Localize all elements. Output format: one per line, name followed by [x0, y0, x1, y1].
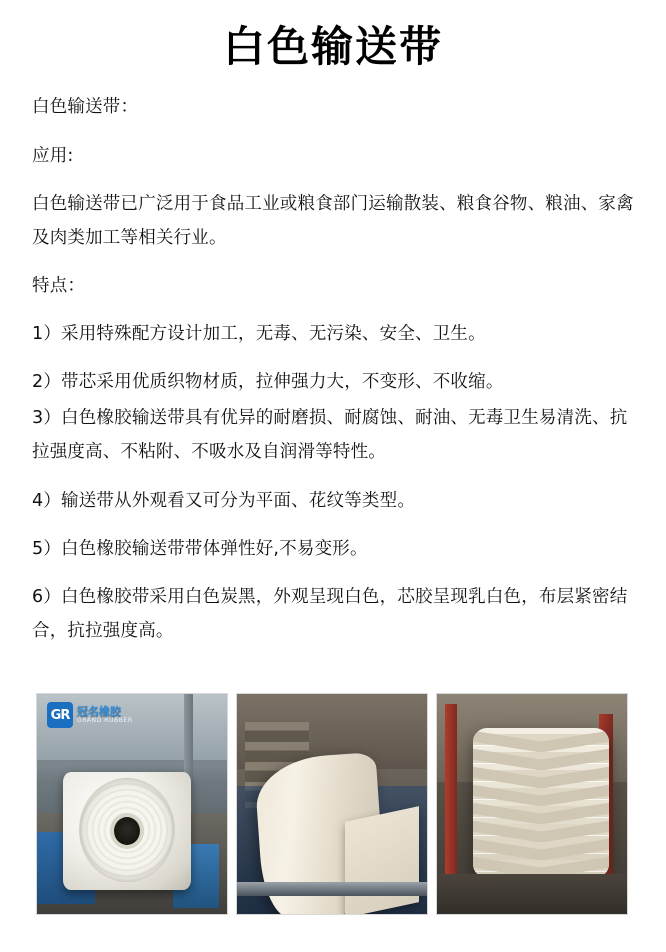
photo1-ceiling-beam: [37, 760, 227, 767]
photo3-chevron-roll: [473, 728, 609, 878]
product-image-gallery: [36, 693, 630, 915]
document-page: [0, 22, 666, 952]
paragraph-application-heading: 应用:: [32, 145, 74, 166]
brand-logo-icon: GR: [47, 702, 73, 728]
paragraph-application-body: 白色输送带已广泛用于食品工业或粮食部门运输散装、粮食谷物、粮油、家禽及肉类加工等相关行业。: [32, 193, 634, 248]
photo3-chevron-stripe: [473, 752, 609, 763]
document-body: [0, 90, 666, 648]
photo3-frame-post-left: [445, 704, 457, 894]
photo3-chevron-stripe: [473, 770, 609, 781]
photo1-roll-core: [114, 817, 140, 845]
photo3-chevron-stripe: [473, 734, 609, 745]
paragraph-features-heading: 特点：: [32, 275, 86, 296]
watermark-logo: [43, 700, 137, 730]
product-photo-roll: [36, 693, 228, 915]
paragraph-feature-4: 4）输送带从外观看又可分为平面、花纹等类型。: [32, 490, 416, 511]
watermark-english: GRAND RUBBER: [77, 716, 133, 724]
paragraph-feature-5: 5）白色橡胶输送带带体弹性好,不易变形。: [32, 538, 368, 559]
photo3-chevron-stripe: [473, 788, 609, 799]
photo3-chevron-stripe: [473, 806, 609, 817]
page-title: 白色输送带: [222, 22, 443, 71]
photo2-belt-sheet-secondary: [345, 806, 419, 915]
paragraph-intro: 白色输送带：: [32, 97, 139, 118]
watermark-text: [77, 706, 133, 724]
photo3-chevron-stripe: [473, 860, 609, 871]
paragraph-feature-2: 2）带芯采用优质织物材质，拉伸强力大，不变形、不收缩。: [32, 372, 504, 393]
photo3-chevron-stripe: [473, 824, 609, 835]
product-photo-sheet: [236, 693, 428, 915]
photo3-floor: [437, 874, 627, 914]
photo3-chevron-stripe: [473, 842, 609, 853]
photo1-belt-roll: [63, 772, 191, 890]
photo2-roller: [237, 882, 427, 896]
paragraph-feature-3: 3）白色橡胶输送带具有优异的耐磨损、耐腐蚀、耐油、无毒卫生易清洗、抗拉强度高、不粘附、不吸水及自润滑等特性。: [32, 408, 628, 463]
paragraph-feature-6: 6）白色橡胶带采用白色炭黑，外观呈现白色，芯胶呈现乳白色，布层紧密结合，抗拉强度高。: [32, 586, 628, 641]
watermark-chinese: 冠名橡胶: [77, 705, 121, 719]
product-photo-chevron: [436, 693, 628, 915]
paragraph-feature-1: 1）采用特殊配方设计加工，无毒、无污染、安全、卫生。: [32, 324, 486, 345]
